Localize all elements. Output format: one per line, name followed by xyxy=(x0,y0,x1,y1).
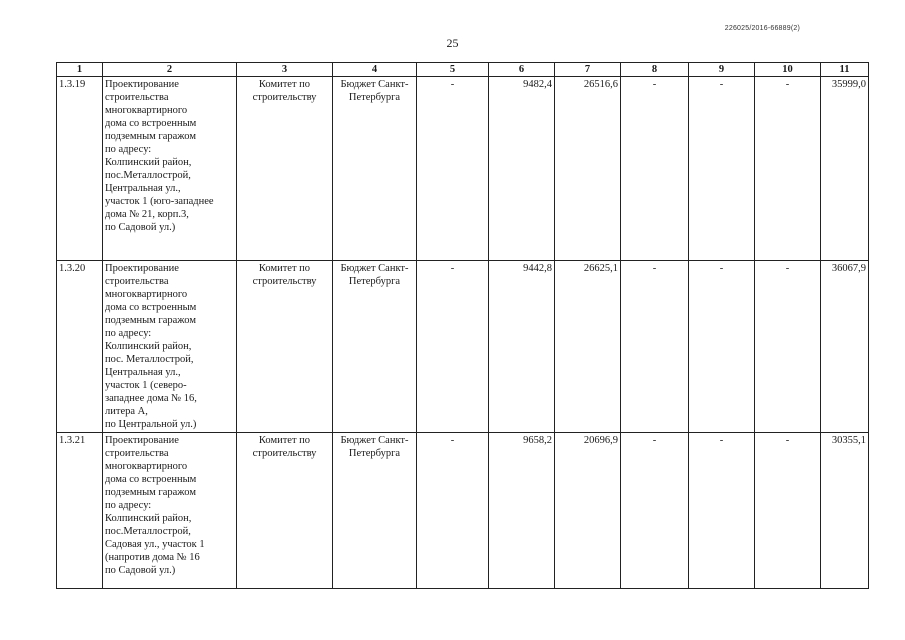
header-cell: 7 xyxy=(555,63,621,77)
header-cell: 2 xyxy=(103,63,237,77)
header-row xyxy=(57,63,869,77)
row-col6: 9482,4 xyxy=(489,77,555,261)
header-cell: 1 xyxy=(57,63,103,77)
budget-table xyxy=(56,62,869,589)
header-cell: 10 xyxy=(755,63,821,77)
row-number: 1.3.21 xyxy=(57,433,103,589)
header-cell: 8 xyxy=(621,63,689,77)
header-cell: 3 xyxy=(237,63,333,77)
row-col8: - xyxy=(621,433,689,589)
header-cell: 9 xyxy=(689,63,755,77)
row-funding-source: Бюджет Санкт-Петербурга xyxy=(333,77,417,261)
row-description: Проектирование строительства многоквартирного дома со встроенным подземным гаражом по адресу: Колпинский район, пос.Металлострой, Центральная ул., участок 1 (юго-западнее дома № 21, корп.3, по Садовой ул.) xyxy=(103,77,237,261)
row-executor: Комитет по строительству xyxy=(237,433,333,589)
row-description: Проектирование строительства многоквартирного дома со встроенным подземным гаражом по адресу: Колпинский район, пос. Металлострой, Центральная ул., участок 1 (северо- западнее дома № 16, литера А, по Центральной ул.) xyxy=(103,261,237,433)
document-id-stamp: 226025/2016-66889(2) xyxy=(724,25,800,32)
row-col7: 26625,1 xyxy=(555,261,621,433)
row-col10: - xyxy=(755,77,821,261)
row-number: 1.3.20 xyxy=(57,261,103,433)
row-col5: - xyxy=(417,261,489,433)
row-col5: - xyxy=(417,433,489,589)
header-cell: 5 xyxy=(417,63,489,77)
row-col11: 35999,0 xyxy=(821,77,869,261)
table-row xyxy=(57,77,869,261)
row-col5: - xyxy=(417,77,489,261)
row-col9: - xyxy=(689,77,755,261)
header-cell: 11 xyxy=(821,63,869,77)
page-number: 25 xyxy=(446,36,459,50)
row-col7: 26516,6 xyxy=(555,77,621,261)
table-row xyxy=(57,261,869,433)
row-funding-source: Бюджет Санкт-Петербурга xyxy=(333,433,417,589)
row-col7: 20696,9 xyxy=(555,433,621,589)
row-col11: 36067,9 xyxy=(821,261,869,433)
row-executor: Комитет по строительству xyxy=(237,261,333,433)
table-row xyxy=(57,433,869,589)
row-col6: 9658,2 xyxy=(489,433,555,589)
header-cell: 6 xyxy=(489,63,555,77)
row-col8: - xyxy=(621,261,689,433)
row-col10: - xyxy=(755,261,821,433)
row-col11: 30355,1 xyxy=(821,433,869,589)
row-col9: - xyxy=(689,261,755,433)
row-number: 1.3.19 xyxy=(57,77,103,261)
row-executor: Комитет по строительству xyxy=(237,77,333,261)
row-col6: 9442,8 xyxy=(489,261,555,433)
row-col8: - xyxy=(621,77,689,261)
row-col9: - xyxy=(689,433,755,589)
header-cell: 4 xyxy=(333,63,417,77)
row-funding-source: Бюджет Санкт-Петербурга xyxy=(333,261,417,433)
row-col10: - xyxy=(755,433,821,589)
row-description: Проектирование строительства многоквартирного дома со встроенным подземным гаражом по адресу: Колпинский район, пос.Металлострой, Садовая ул., участок 1 (напротив дома № 16 по Садовой ул.) xyxy=(103,433,237,589)
